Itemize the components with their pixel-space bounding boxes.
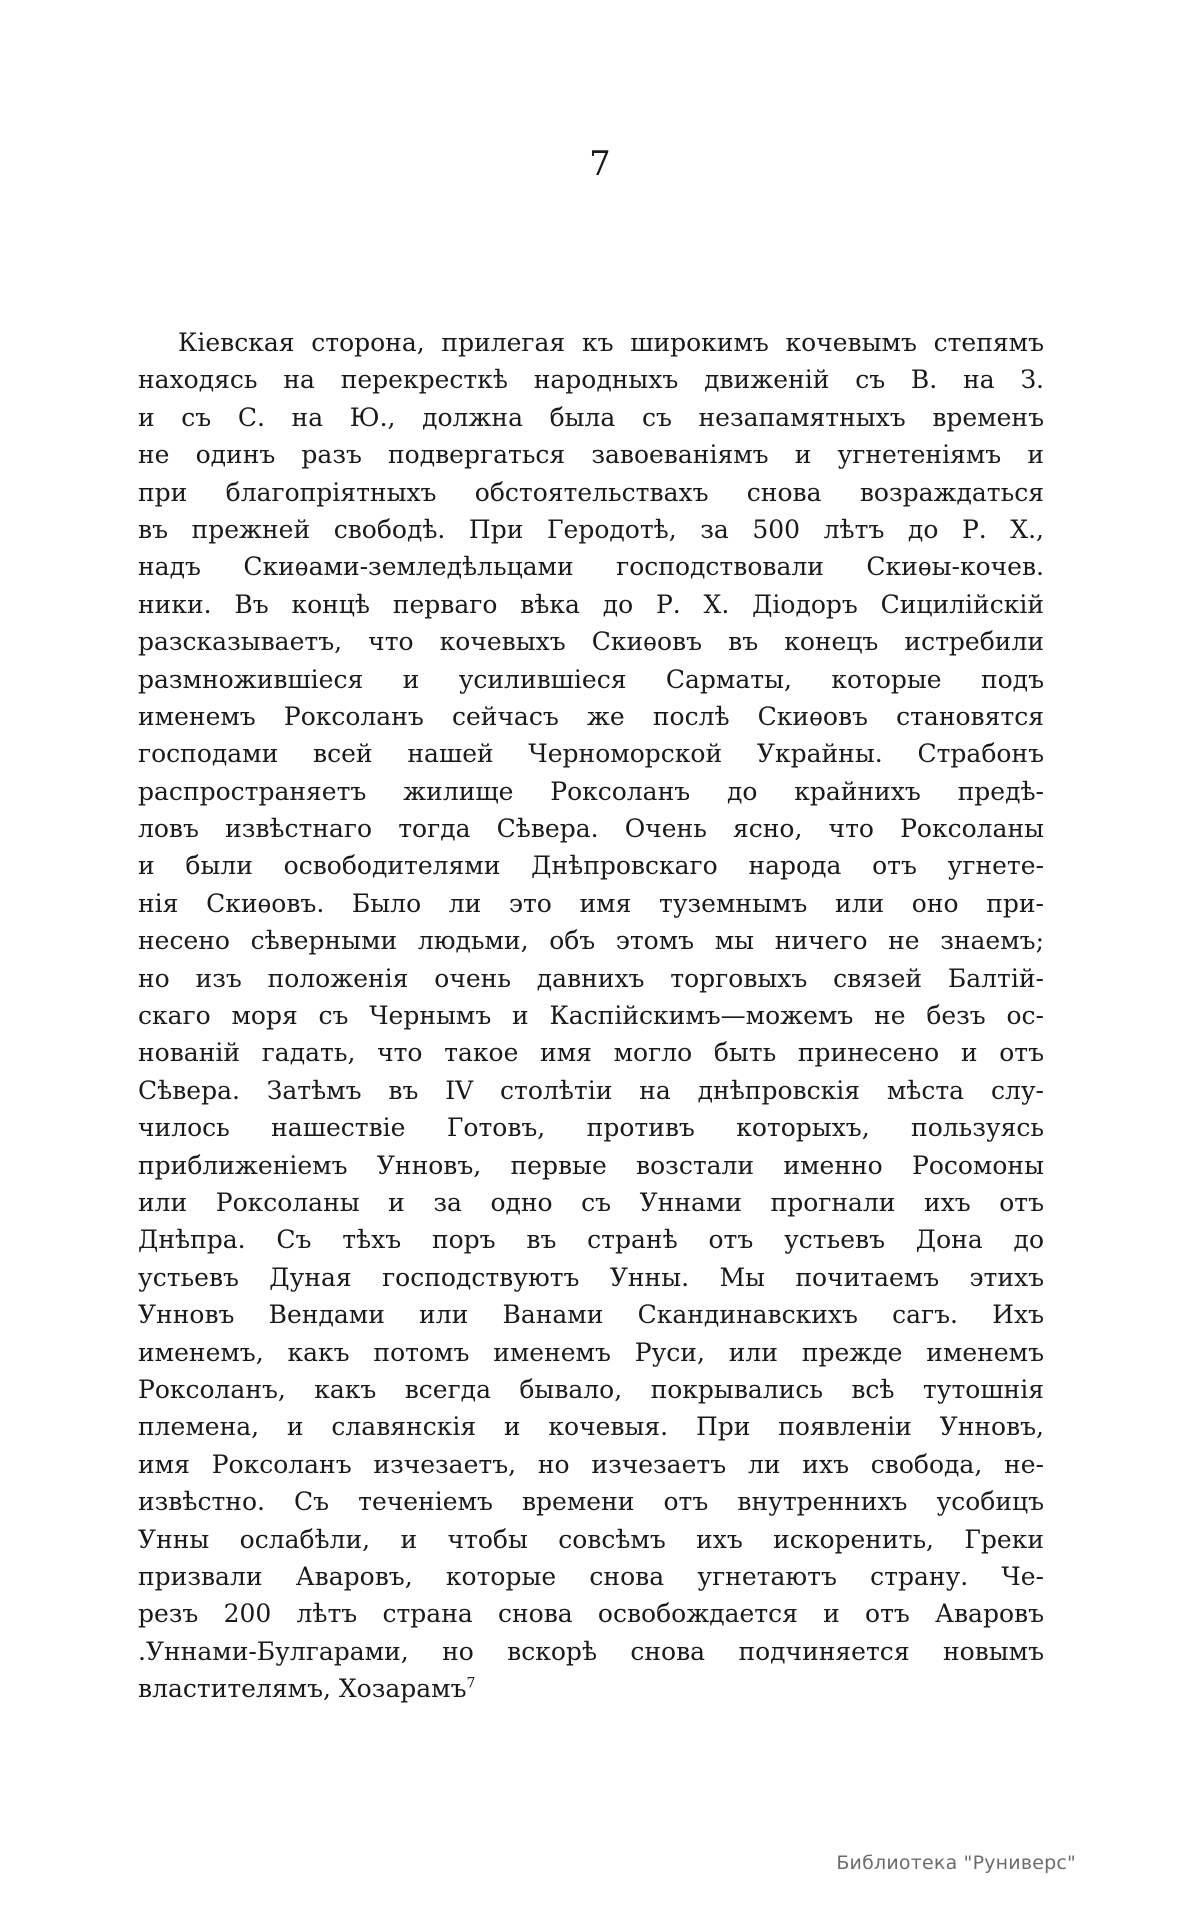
text-line: Днѣпра. Съ тѣхъ поръ въ странѣ отъ устьевъ Дона до	[138, 1225, 1044, 1255]
text-line: распространяетъ жилище Роксоланъ до крайнихъ предѣ-	[138, 776, 1044, 806]
text-line: и съ С. на Ю., должна была съ незапамятныхъ временъ	[138, 402, 1044, 432]
text-line: чилось нашествіе Готовъ, противъ которыхъ, пользуясь	[138, 1113, 1044, 1143]
text-line: нія Скиѳовъ. Было ли это имя туземнымъ или оно при-	[138, 888, 1044, 918]
body-text	[138, 324, 1044, 1707]
text-line: или Роксоланы и за одно съ Уннами прогнали ихъ отъ	[138, 1187, 1044, 1217]
text-line: не одинъ разъ подвергаться завоеваніямъ и угнетеніямъ и	[138, 440, 1044, 470]
text-line: Кіевская сторона, прилегая къ широкимъ кочевымъ степямъ	[178, 328, 1044, 357]
text-line: извѣстно. Съ теченіемъ времени отъ внутреннихъ усобицъ	[138, 1487, 1044, 1517]
footnote-reference[interactable]: 7	[466, 1675, 476, 1692]
text-line-last-content: властителямъ, Хозарамъ	[138, 1674, 467, 1704]
text-line: призвали Аваровъ, которые снова угнетаютъ страну. Че-	[138, 1561, 1044, 1591]
library-watermark: Библиотека "Руниверс"	[836, 1852, 1076, 1874]
text-line: именемъ, какъ потомъ именемъ Руси, или прежде именемъ	[138, 1337, 1044, 1367]
page-number: 7	[589, 144, 611, 184]
text-line: при благопріятныхъ обстоятельствахъ снова возраждаться	[138, 477, 1044, 507]
text-line: несено сѣверными людьми, объ этомъ мы ничего не знаемъ;	[138, 926, 1044, 956]
text-line: Роксоланъ, какъ всегда бывало, покрывались всѣ тутошнія	[138, 1374, 1044, 1404]
text-line: скаго моря съ Чернымъ и Каспійскимъ—можемъ не безъ ос-	[138, 1001, 1044, 1031]
text-line: разсказываетъ, что кочевыхъ Скиѳовъ въ конецъ истребили	[138, 627, 1044, 657]
text-line: въ прежней свободѣ. При Геродотѣ, за 500 лѣтъ до Р. Х.,	[138, 514, 1044, 544]
text-line: надъ Скиѳами-земледѣльцами господствовали Скиѳы-кочев.	[138, 552, 1044, 582]
text-line: имя Роксоланъ изчезаетъ, но изчезаетъ ли ихъ свобода, не-	[138, 1449, 1044, 1479]
text-line: именемъ Роксоланъ сейчасъ же послѣ Скиѳовъ становятся	[138, 701, 1044, 731]
text-line: резъ 200 лѣтъ страна снова освобождается и отъ Аваровъ	[138, 1599, 1044, 1629]
text-line: приближеніемъ Унновъ, первые возстали именно Росомоны	[138, 1150, 1044, 1180]
text-line: но изъ положенія очень давнихъ торговыхъ связей Балтій-	[138, 963, 1044, 993]
text-line: Унны ослабѣли, и чтобы совсѣмъ ихъ искоренить, Греки	[138, 1524, 1044, 1554]
text-line: племена, и славянскія и кочевыя. При появленіи Унновъ,	[138, 1412, 1044, 1442]
text-line: размножившіеся и усилившіеся Сарматы, которые подъ	[138, 664, 1044, 694]
text-line: находясь на перекресткѣ народныхъ движеній съ В. на З.	[138, 365, 1044, 395]
text-line-last	[138, 1670, 1044, 1707]
text-line: господами всей нашей Черноморской Украйны. Страбонъ	[138, 739, 1044, 769]
text-line: и были освободителями Днѣпровскаго народа отъ угнете-	[138, 851, 1044, 881]
text-line: .Уннами-Булгарами, но вскорѣ снова подчиняется новымъ	[138, 1636, 1044, 1666]
text-line: устьевъ Дуная господствуютъ Унны. Мы почитаемъ этихъ	[138, 1262, 1044, 1292]
text-line: ловъ извѣстнаго тогда Сѣвера. Очень ясно, что Роксоланы	[138, 814, 1044, 844]
text-line: нованій гадать, что такое имя могло быть принесено и отъ	[138, 1038, 1044, 1068]
text-line: Сѣвера. Затѣмъ въ IV столѣтіи на днѣпровскія мѣста слу-	[138, 1075, 1044, 1105]
text-line: ники. Въ концѣ перваго вѣка до Р. Х. Діодоръ Сицилійскій	[138, 589, 1044, 619]
text-line: Унновъ Вендами или Ванами Скандинавскихъ сагъ. Ихъ	[138, 1300, 1044, 1330]
